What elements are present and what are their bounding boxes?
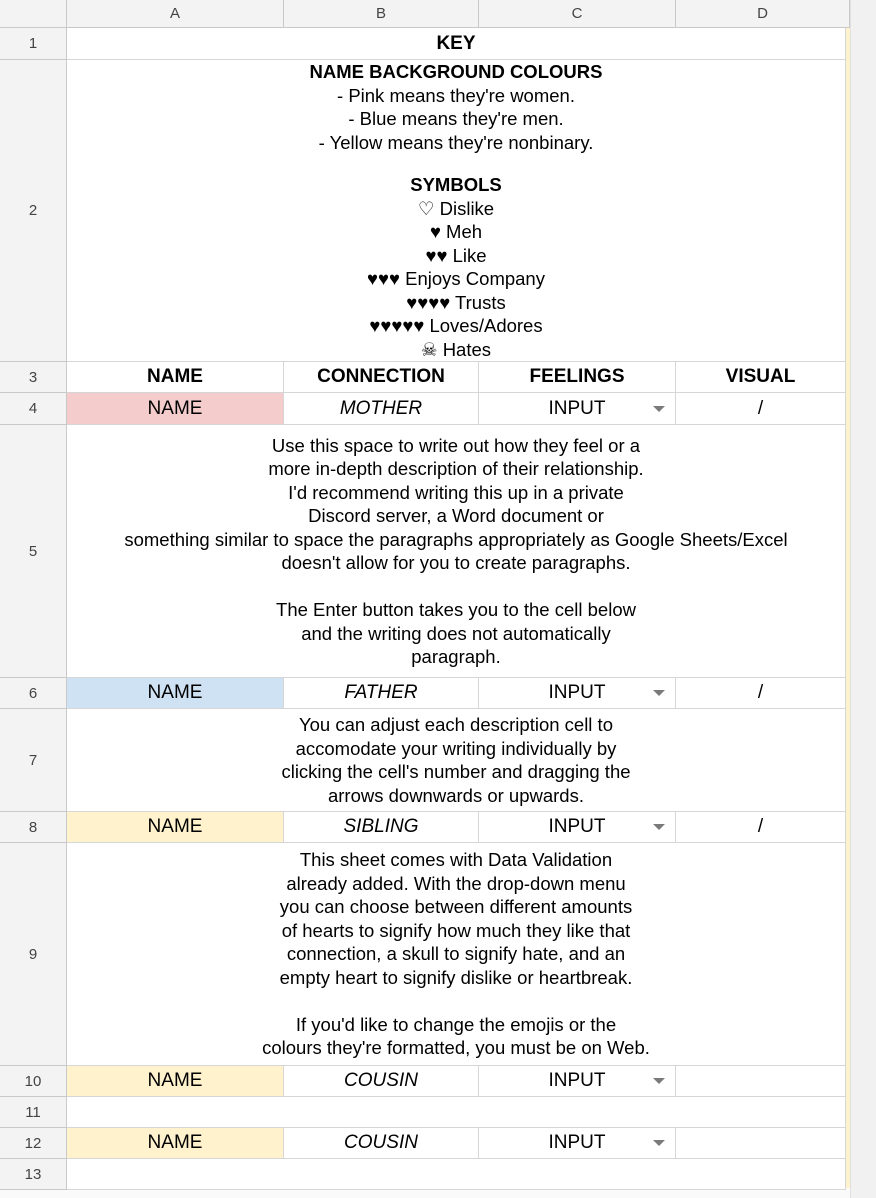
name-cell[interactable]: NAME — [67, 393, 284, 425]
row-header-5[interactable]: 5 — [0, 425, 67, 678]
feelings-dropdown[interactable] — [479, 1066, 676, 1097]
feelings-value: INPUT — [548, 816, 606, 837]
column-header-d[interactable]: D — [676, 0, 850, 28]
header-visual[interactable]: VISUAL — [676, 362, 846, 393]
connection-cell[interactable]: SIBLING — [284, 812, 479, 843]
feelings-value: INPUT — [548, 1070, 606, 1091]
dropdown-arrow-icon[interactable] — [653, 1078, 665, 1084]
key-legend-cell[interactable] — [67, 60, 846, 362]
dropdown-arrow-icon[interactable] — [653, 406, 665, 412]
dropdown-arrow-icon[interactable] — [653, 824, 665, 830]
row-header-8[interactable]: 8 — [0, 812, 67, 843]
feelings-value: INPUT — [548, 682, 606, 703]
symbols-lines: ♡ Dislike ♥ Meh ♥♥ Like ♥♥♥ Enjoys Company ♥♥♥♥ Trusts ♥♥♥♥♥ Loves/Adores ☠ Hates — [367, 197, 545, 360]
row-header-2[interactable]: 2 — [0, 60, 67, 362]
visual-cell[interactable] — [676, 1128, 846, 1159]
column-header-b[interactable]: B — [284, 0, 479, 28]
empty-row-cell[interactable] — [67, 1159, 846, 1190]
name-colours-lines: - Pink means they're women. - Blue means they're men. - Yellow means they're nonbinary. — [318, 84, 594, 153]
row-header-11[interactable]: 11 — [0, 1097, 67, 1128]
empty-row-cell[interactable] — [67, 1097, 846, 1128]
header-feelings[interactable]: FEELINGS — [479, 362, 676, 393]
row-header-7[interactable]: 7 — [0, 709, 67, 812]
visual-cell[interactable] — [676, 1066, 846, 1097]
row-header-13[interactable]: 13 — [0, 1159, 67, 1190]
description-cell[interactable]: Use this space to write out how they feel or a more in-depth description of their relationship. I'd recommend writing this up in a private Discord server, a Word document or something similar to space the paragraphs appropriately as Google Sheets/Excel doesn't allow for you to create paragraphs. The Enter button takes you to the cell below and the writing does not automatically paragraph. — [67, 425, 846, 678]
dropdown-arrow-icon[interactable] — [653, 1140, 665, 1146]
column-header-a[interactable]: A — [67, 0, 284, 28]
connection-cell[interactable]: FATHER — [284, 678, 479, 709]
row-header-1[interactable]: 1 — [0, 28, 67, 60]
connection-cell[interactable]: COUSIN — [284, 1128, 479, 1159]
name-cell[interactable]: NAME — [67, 678, 284, 709]
row-header-3[interactable]: 3 — [0, 362, 67, 393]
name-colours-heading: NAME BACKGROUND COLOURS — [309, 61, 603, 82]
vertical-scrollbar[interactable] — [850, 0, 876, 1198]
feelings-dropdown[interactable] — [479, 393, 676, 425]
visual-cell[interactable]: / — [676, 393, 846, 425]
column-header-c[interactable]: C — [479, 0, 676, 28]
header-name[interactable]: NAME — [67, 362, 284, 393]
name-cell[interactable]: NAME — [67, 812, 284, 843]
symbols-heading: SYMBOLS — [410, 174, 502, 195]
key-title-cell[interactable]: KEY — [67, 28, 846, 60]
feelings-value: INPUT — [548, 397, 606, 419]
description-cell[interactable]: This sheet comes with Data Validation already added. With the drop-down menu you can choose between different amounts of hearts to signify how much they like that connection, a skull to signify hate, and an empty heart to signify dislike or heartbreak. If you'd like to change the emojis or the colours they're formatted, you must be on Web. — [67, 843, 846, 1066]
select-all-corner[interactable] — [0, 0, 67, 28]
feelings-value: INPUT — [548, 1132, 606, 1153]
header-connection[interactable]: CONNECTION — [284, 362, 479, 393]
dropdown-arrow-icon[interactable] — [653, 690, 665, 696]
row-header-9[interactable]: 9 — [0, 843, 67, 1066]
row-header-6[interactable]: 6 — [0, 678, 67, 709]
row-header-12[interactable]: 12 — [0, 1128, 67, 1159]
name-cell[interactable]: NAME — [67, 1128, 284, 1159]
row-header-4[interactable]: 4 — [0, 393, 67, 425]
feelings-dropdown[interactable] — [479, 678, 676, 709]
row-header-10[interactable]: 10 — [0, 1066, 67, 1097]
connection-cell[interactable]: MOTHER — [284, 393, 479, 425]
visual-cell[interactable]: / — [676, 678, 846, 709]
description-cell[interactable]: You can adjust each description cell to accomodate your writing individually by clicking the cell's number and dragging the arrows downwards or upwards. — [67, 709, 846, 812]
feelings-dropdown[interactable] — [479, 812, 676, 843]
name-cell[interactable]: NAME — [67, 1066, 284, 1097]
feelings-dropdown[interactable] — [479, 1128, 676, 1159]
connection-cell[interactable]: COUSIN — [284, 1066, 479, 1097]
visual-cell[interactable]: / — [676, 812, 846, 843]
